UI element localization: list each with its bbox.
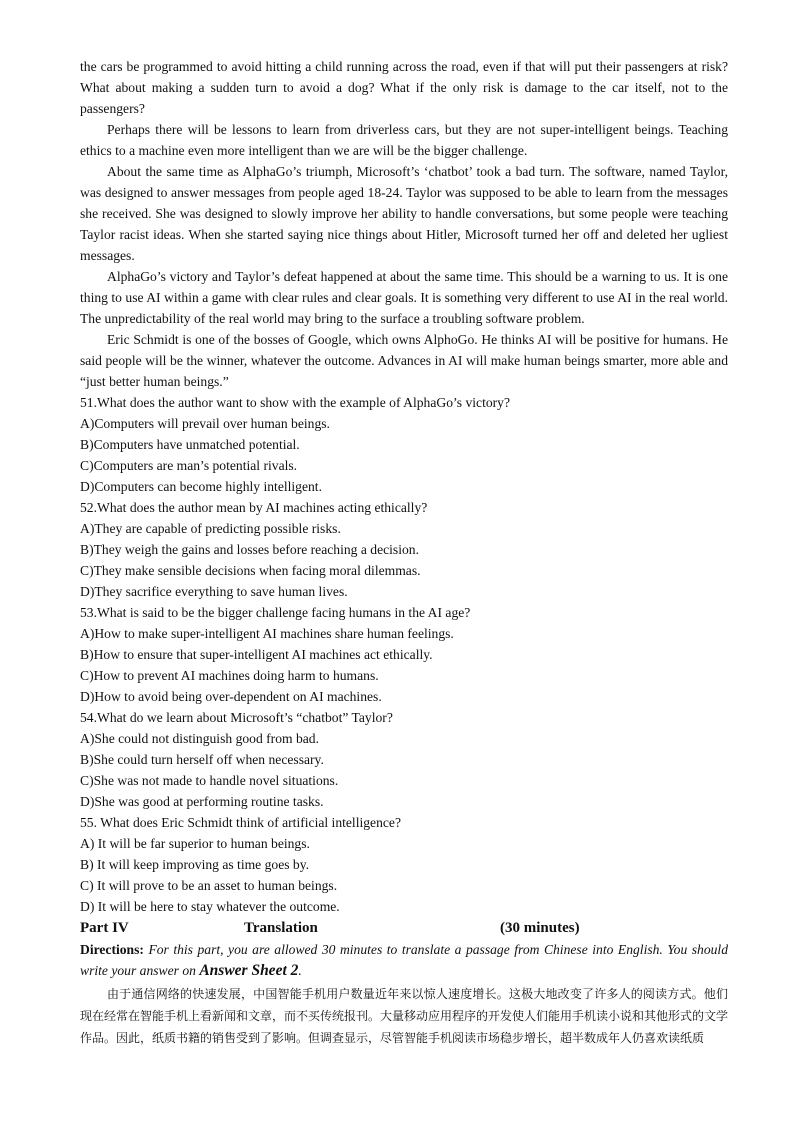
question-54 [80, 707, 728, 812]
question-53 [80, 602, 728, 707]
question-51 [80, 392, 728, 497]
answer-option-c: C)How to prevent AI machines doing harm to humans. [80, 668, 379, 683]
question-52 [80, 497, 728, 602]
answer-option-b: B) It will keep improving as time goes by. [80, 857, 310, 872]
question-55 [80, 812, 728, 917]
directions-text: For this part, you are allowed 30 minutes to translate a passage from Chinese into English. You should write your answer on [80, 942, 728, 978]
passage-paragraph-2: Perhaps there will be lessons to learn from driverless cars, but they are not super-intelligent beings. Teaching ethics to a machine even more intelligent than we are will be the bigger challenge. [80, 122, 728, 158]
answer-option-d: D)Computers can become highly intelligent. [80, 479, 322, 494]
answer-option-b: B)She could turn herself off when necessary. [80, 752, 324, 767]
directions-label: Directions: [80, 942, 144, 957]
answer-option-c: C)They make sensible decisions when facing moral dilemmas. [80, 563, 421, 578]
answer-option-b: B)They weigh the gains and losses before reaching a decision. [80, 542, 419, 557]
answer-option-a: A)How to make super-intelligent AI machines share human feelings. [80, 626, 454, 641]
answer-option-a: A)Computers will prevail over human beings. [80, 416, 330, 431]
passage-paragraph-3: About the same time as AlphaGo’s triumph, Microsoft’s ‘chatbot’ took a bad turn. The software, named Taylor, was designed to answer messages from people aged 18-24. Taylor was supposed to be able to learn from the messages she received. She was designed to slowly improve her ability to handle conversations, but some people were teaching Taylor racist ideas. When she started saying nice things about Hitler, Microsoft turned her off and deleted her ugliest messages. [80, 164, 728, 263]
translation-passage: 由于通信网络的快速发展，中国智能手机用户数量近年来以惊人速度增长。这极大地改变了许多人的阅读方式。他们现在经常在智能手机上看新闻和文章，而不买传统报刊。大量移动应用程序的开发使人们能用手机读小说和其他形式的文学作品。因此，纸质书籍的销售受到了影响。但调查显示，尽管智能手机阅读市场稳步增长，超半数成年人仍喜欢读纸质 [80, 987, 729, 1045]
answer-option-d: D)She was good at performing routine tasks. [80, 794, 324, 809]
answer-option-d: D) It will be here to stay whatever the outcome. [80, 899, 340, 914]
part-number: Part IV [80, 920, 129, 936]
answer-option-a: A)They are capable of predicting possible risks. [80, 521, 341, 536]
directions [80, 939, 728, 981]
part-time-limit: (30 minutes) [500, 920, 580, 936]
part-title: Translation [244, 920, 318, 936]
question-stem: 55. What does Eric Schmidt think of artificial intelligence? [80, 815, 401, 830]
passage-paragraph-5: Eric Schmidt is one of the bosses of Google, which owns AlphoGo. He thinks AI will be positive for humans. He said people will be the winner, whatever the outcome. Advances in AI will make human beings smarter, more able and “just better human beings.” [80, 332, 728, 389]
answer-option-b: B)Computers have unmatched potential. [80, 437, 300, 452]
directions-period: . [298, 963, 302, 978]
passage-paragraph-1: the cars be programmed to avoid hitting a child running across the road, even if that will put their passengers at risk? What about making a sudden turn to avoid a dog? What if the only risk is damage to the car itself, not to the passengers? [80, 59, 728, 116]
question-stem: 54.What do we learn about Microsoft’s “chatbot” Taylor? [80, 710, 393, 725]
passage-paragraph-4: AlphaGo’s victory and Taylor’s defeat happened at about the same time. This should be a warning to us. It is one thing to use AI within a game with clear rules and clear goals. It is something very different to use AI in the real world. The unpredictability of the real world may bring to the surface a troubling software problem. [80, 269, 728, 326]
answer-sheet-label: Answer Sheet 2 [199, 962, 299, 979]
part-header [80, 917, 728, 939]
answer-option-c: C)She was not made to handle novel situations. [80, 773, 339, 788]
question-stem: 52.What does the author mean by AI machines acting ethically? [80, 500, 428, 515]
answer-option-d: D)They sacrifice everything to save human lives. [80, 584, 348, 599]
answer-option-a: A) It will be far superior to human beings. [80, 836, 310, 851]
exam-page [80, 56, 728, 1049]
answer-option-d: D)How to avoid being over-dependent on AI machines. [80, 689, 382, 704]
question-stem: 51.What does the author want to show with the example of AlphaGo’s victory? [80, 395, 510, 410]
answer-option-c: C)Computers are man’s potential rivals. [80, 458, 298, 473]
question-stem: 53.What is said to be the bigger challenge facing humans in the AI age? [80, 605, 471, 620]
answer-option-c: C) It will prove to be an asset to human beings. [80, 878, 338, 893]
answer-option-b: B)How to ensure that super-intelligent AI machines act ethically. [80, 647, 433, 662]
answer-option-a: A)She could not distinguish good from bad. [80, 731, 320, 746]
